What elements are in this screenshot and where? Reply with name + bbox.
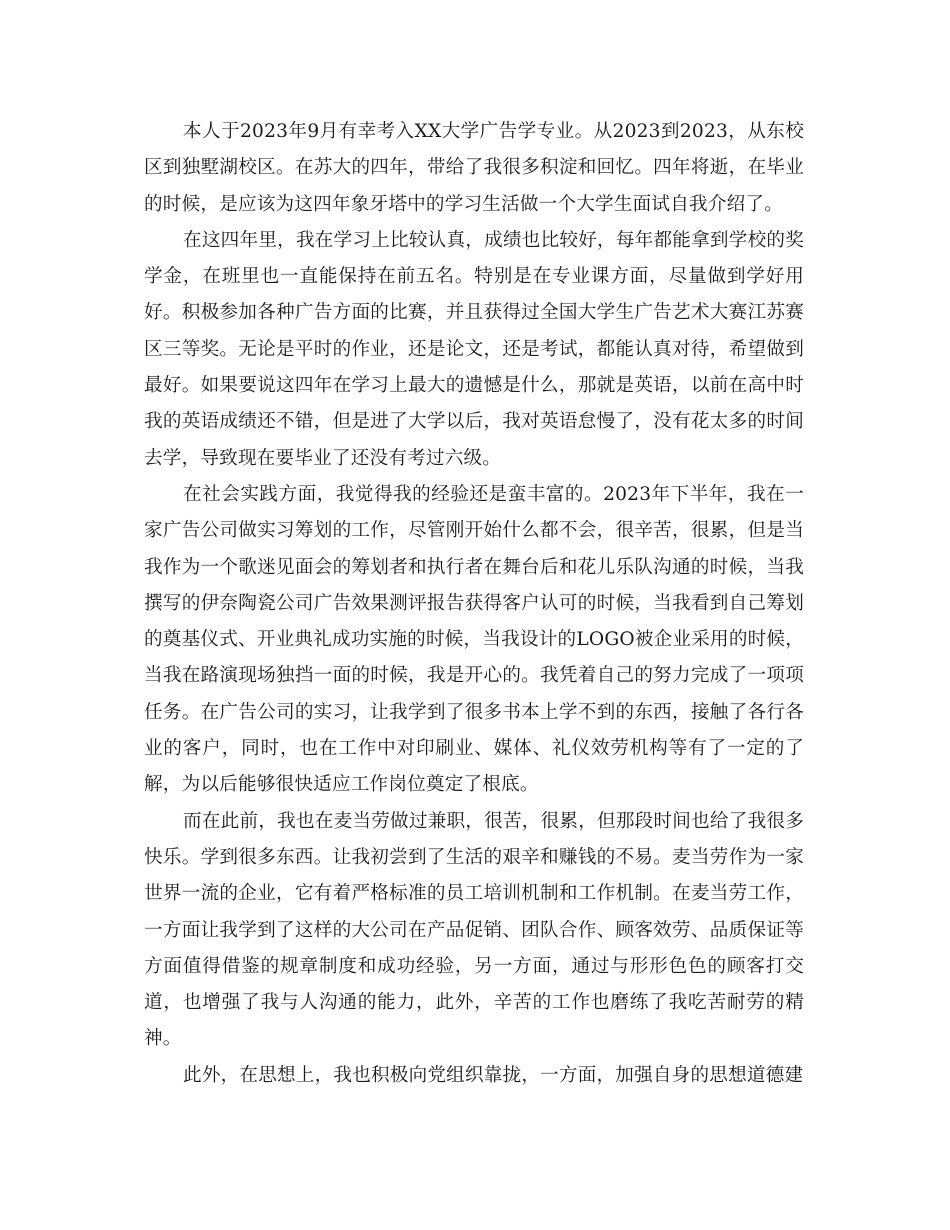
paragraph-social-practice: 在社会实践方面，我觉得我的经验还是蛮丰富的。2023年下半年，我在一家广告公司做实习筹划的工作，尽管刚开始什么都不会，很辛苦，很累，但是当我作为一个歌迷见面会的筹划者和执行者在舞台后和花儿乐队沟通的时候，当我撰写的伊奈陶瓷公司广告效果测评报告获得客户认可的时候，当我看到自己筹划的奠基仪式、开业典礼成功实施的时候，当我设计的LOGO被企业采用的时候，当我在路演现场独挡一面的时候，我是开心的。我凭着自己的努力完成了一项项任务。在广告公司的实习，让我学到了很多书本上学不到的东西，接触了各行各业的客户，同时，也在工作中对印刷业、媒体、礼仪效劳机构等有了一定的了解，为以后能够很快适应工作岗位奠定了根底。 [144,483,804,796]
paragraph-part-time-job: 而在此前，我也在麦当劳做过兼职，很苦，很累，但那段时间也给了我很多快乐。学到很多东西。让我初尝到了生活的艰辛和赚钱的不易。麦当劳作为一家世界一流的企业，它有着严格标准的员工培训机制和工作机制。在麦当劳工作，一方面让我学到了这样的大公司在产品促销、团队合作、顾客效劳、品质保证等方面值得借鉴的规章制度和成功经验，另一方面，通过与形形色色的顾客打交道，也增强了我与人沟通的能力，此外，辛苦的工作也磨练了我吃苦耐劳的精神。 [144,810,804,1050]
paragraph-ideology: 此外，在思想上，我也积极向党组织靠拢，一方面，加强自身的思想道德建 [183,1064,804,1086]
paragraph-admission: 本人于2023年9月有幸考入XX大学广告学专业。从2023到2023，从东校区到独墅湖校区。在苏大的四年，带给了我很多积淀和回忆。四年将逝，在毕业的时候，是应该为这四年象牙塔中的学习生活做一个大学生面试自我介绍了。 [144,121,804,215]
document-body [144,114,804,1094]
paragraph-study: 在这四年里，我在学习上比较认真，成绩也比较好，每年都能拿到学校的奖学金，在班里也一直能保持在前五名。特别是在专业课方面，尽量做到学好用好。积极参加各种广告方面的比赛，并且获得过全国大学生广告艺术大赛江苏赛区三等奖。无论是平时的作业，还是论文，还是考试，都能认真对待，希望做到最好。如果要说这四年在学习上最大的遗憾是什么，那就是英语，以前在高中时我的英语成绩还不错，但是进了大学以后，我对英语怠慢了，没有花太多的时间去学，导致现在要毕业了还没有考过六级。 [144,229,804,469]
